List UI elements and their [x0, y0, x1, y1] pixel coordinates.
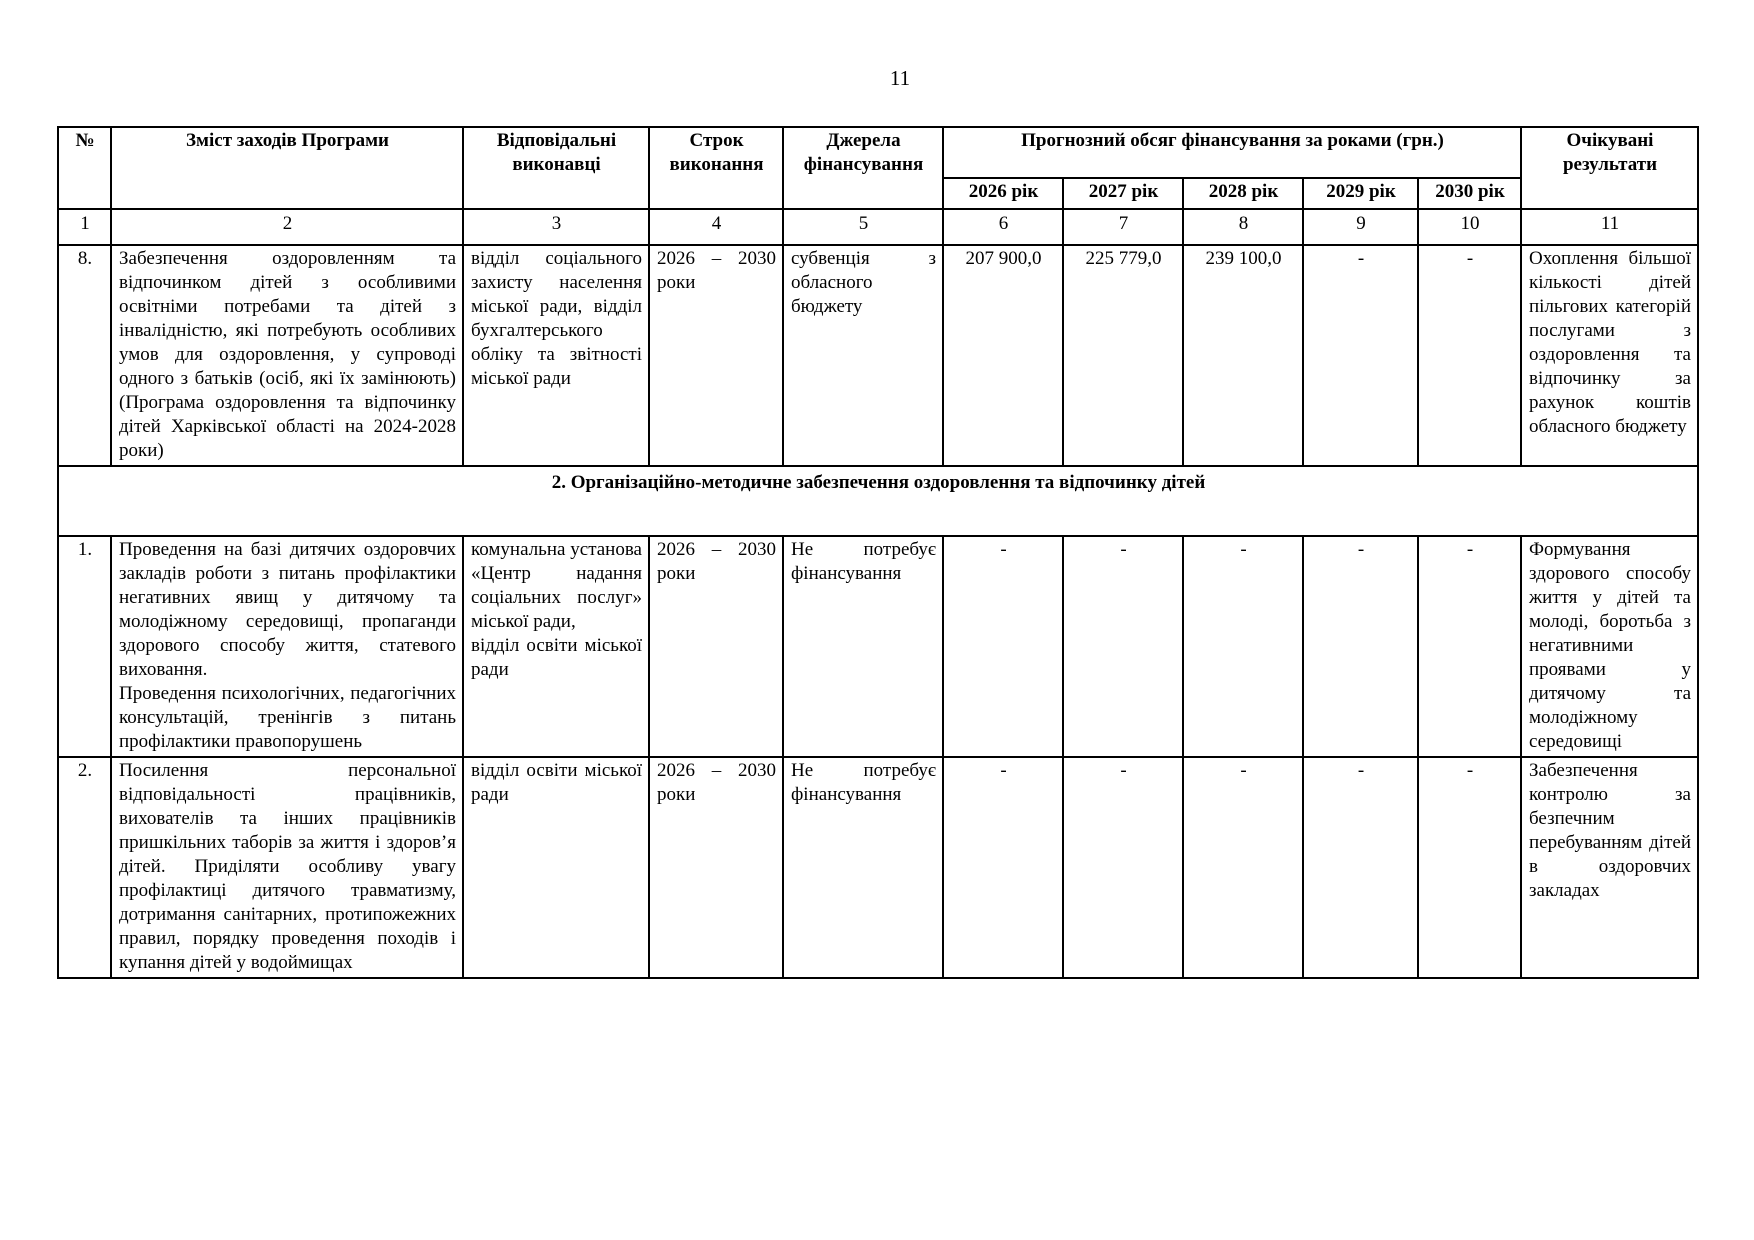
col-header-no: № — [58, 127, 111, 209]
column-number: 4 — [649, 209, 783, 245]
amount-cell-2028: 239 100,0 — [1183, 245, 1303, 466]
col-header-responsible: Відповідальні виконавці — [463, 127, 649, 209]
column-number: 7 — [1063, 209, 1183, 245]
section-header-row — [58, 466, 1698, 536]
expected-result-cell: Охоплення більшої кількості дітей пільгових категорій послугами з оздоровлення та відпочинку за рахунок коштів обласного бюджету — [1521, 245, 1698, 466]
sources-cell: Не потребує фінансування — [783, 757, 943, 978]
year-header-2029: 2029 рік — [1303, 178, 1418, 209]
content-cell — [111, 757, 463, 978]
sources-cell: Не потребує фінансування — [783, 536, 943, 757]
amount-cell-2029: - — [1303, 245, 1418, 466]
content-paragraph: Проведення психологічних, педагогічних консультацій, тренінгів з питань профілактики правопорушень — [119, 683, 456, 752]
amount-cell-2028: - — [1183, 536, 1303, 757]
column-number: 5 — [783, 209, 943, 245]
amount-cell-2029: - — [1303, 536, 1418, 757]
amount-cell-2026: - — [943, 536, 1063, 757]
amount-cell-2027: - — [1063, 536, 1183, 757]
row-number-cell: 1. — [58, 536, 111, 757]
amount-cell-2027: - — [1063, 757, 1183, 978]
content-paragraph: Проведення на базі дитячих оздоровчих закладів роботи з питань профілактики негативних явищ у дитячому та молодіжному середовищі, пропаганди здорового способу життя, статевого виховання. — [119, 539, 456, 680]
column-number: 11 — [1521, 209, 1698, 245]
column-numbering-row — [58, 209, 1698, 245]
col-header-term: Строк виконання — [649, 127, 783, 209]
expected-result-cell: Формування здорового способу життя у дітей та молоді, боротьба з негативними проявами у дитячому та молодіжному середовищі — [1521, 536, 1698, 757]
responsible-cell — [463, 245, 649, 466]
year-header-2030: 2030 рік — [1418, 178, 1521, 209]
content-cell — [111, 245, 463, 466]
term-cell: 2026 – 2030 роки — [649, 536, 783, 757]
amount-cell-2026: - — [943, 757, 1063, 978]
year-header-2026: 2026 рік — [943, 178, 1063, 209]
amount-cell-2027: 225 779,0 — [1063, 245, 1183, 466]
amount-cell-2030: - — [1418, 536, 1521, 757]
sources-cell: субвенція з обласного бюджету — [783, 245, 943, 466]
row-number-cell: 2. — [58, 757, 111, 978]
expected-result-cell: Забезпечення контролю за безпечним перебуванням дітей в оздоровчих закладах — [1521, 757, 1698, 978]
amount-cell-2026: 207 900,0 — [943, 245, 1063, 466]
year-header-2027: 2027 рік — [1063, 178, 1183, 209]
term-cell: 2026 – 2030 роки — [649, 757, 783, 978]
content-paragraph: Забезпечення оздоровленням та відпочинком дітей з особливими освітніми потребами та дітей з інвалідністю, які потребують особливих умов для оздоровлення, у супроводі одного з батьків (осіб, які їх замінюють) (Програма оздоровлення та відпочинку дітей Харківської області на 2024-2028 роки) — [119, 248, 456, 461]
responsible-cell — [463, 536, 649, 757]
content-cell — [111, 536, 463, 757]
content-paragraph: Посилення персональної відповідальності працівників, вихователів та інших працівників пришкільних таборів за життя і здоров’я дітей. Приділяти особливу увагу профілактиці дитячого травматизму, дотримання санітарних, протипожежних правил, порядку проведення походів і купання дітей у водоймищах — [119, 760, 456, 973]
amount-cell-2030: - — [1418, 245, 1521, 466]
col-header-content: Зміст заходів Програми — [111, 127, 463, 209]
amount-cell-2028: - — [1183, 757, 1303, 978]
column-number: 10 — [1418, 209, 1521, 245]
column-number: 2 — [111, 209, 463, 245]
column-number: 6 — [943, 209, 1063, 245]
responsible-paragraph: відділ освіти міської ради — [471, 760, 642, 805]
column-number: 1 — [58, 209, 111, 245]
responsible-paragraph: відділ соціального захисту населення міської ради, відділ бухгалтерського обліку та звітності міської ради — [471, 248, 642, 389]
year-header-2028: 2028 рік — [1183, 178, 1303, 209]
col-header-expected: Очікувані результати — [1521, 127, 1698, 209]
amount-cell-2030: - — [1418, 757, 1521, 978]
responsible-paragraph: комунальна установа «Центр надання соціальних послуг» міської ради, — [471, 539, 642, 632]
program-measures-table — [57, 126, 1699, 979]
table-header-row — [58, 127, 1698, 178]
table-row-measure-1 — [58, 536, 1698, 757]
table-row-measure-2 — [58, 757, 1698, 978]
term-cell: 2026 – 2030 роки — [649, 245, 783, 466]
column-number: 9 — [1303, 209, 1418, 245]
section-header: 2. Організаційно-методичне забезпечення оздоровлення та відпочинку дітей — [58, 466, 1698, 536]
column-number: 3 — [463, 209, 649, 245]
table-row-measure-8 — [58, 245, 1698, 466]
row-number-cell: 8. — [58, 245, 111, 466]
col-header-sources: Джерела фінансування — [783, 127, 943, 209]
col-header-forecast: Прогнозний обсяг фінансування за роками (грн.) — [943, 127, 1521, 178]
responsible-paragraph: відділ освіти міської ради — [471, 635, 642, 680]
column-number: 8 — [1183, 209, 1303, 245]
amount-cell-2029: - — [1303, 757, 1418, 978]
page-number: 11 — [889, 66, 911, 90]
responsible-cell — [463, 757, 649, 978]
